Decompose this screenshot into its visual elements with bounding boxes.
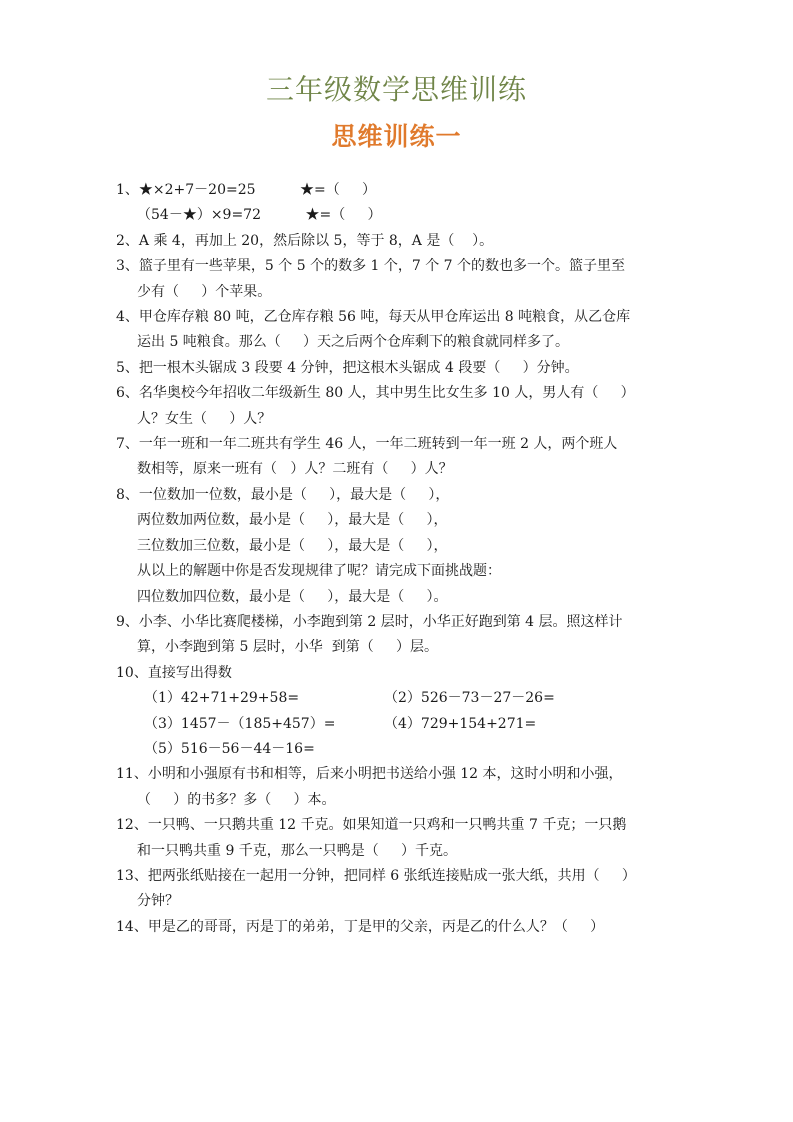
question-line: 3、篮子里有一些苹果，5 个 5 个的数多 1 个，7 个 7 个的数也多一个。篮子里至 <box>116 258 626 275</box>
question-line: 7、一年一班和一年二班共有学生 46 人，一年二班转到一年一班 2 人，两个班人 <box>116 436 618 453</box>
question-line: 算，小李跑到第 5 层时，小华 到第（ ）层。 <box>137 639 438 656</box>
question-line: 人？女生（ ）人？ <box>137 410 272 427</box>
question-list <box>116 178 686 940</box>
question-line: 8、一位数加一位数，最小是（ ），最大是（ ）， <box>116 486 450 503</box>
question-11 <box>116 762 686 813</box>
question-line: 2、A 乘 4，再加上 20，然后除以 5，等于 8，A 是（ ）。 <box>116 232 494 249</box>
question-4 <box>116 305 686 356</box>
calc-item: （2）526－73－27－26= <box>384 690 555 707</box>
question-line: 从以上的解题中你是否发现规律了呢？请完成下面挑战题： <box>137 563 501 580</box>
question-10 <box>116 661 686 763</box>
calc-grid <box>116 686 686 762</box>
question-6 <box>116 381 686 432</box>
question-line: 6、名华奥校今年招收二年级新生 80 人，其中男生比女生多 10 人，男人有（ ） <box>116 385 635 402</box>
question-line: 两位数加两位数，最小是（ ），最大是（ ）， <box>137 512 448 529</box>
question-line: 运出 5 吨粮食。那么（ ）天之后两个仓库剩下的粮食就同样多了。 <box>137 334 570 351</box>
question-5 <box>116 356 686 381</box>
question-line: 11、小明和小强原有书和相等，后来小明把书送给小强 12 本，这时小明和小强， <box>116 766 623 783</box>
calc-item: （4）729+154+271= <box>384 715 537 732</box>
question-line: 10、直接写出得数 <box>116 664 232 681</box>
calc-item: （1）42+71+29+58= <box>144 690 300 707</box>
question-9 <box>116 610 686 661</box>
section-subtitle: 思维训练一 <box>331 122 462 151</box>
question-14 <box>116 915 686 940</box>
question-12 <box>116 813 686 864</box>
question-line: 少有（ ）个苹果。 <box>137 283 272 300</box>
question-line: 12、一只鸭、一只鹅共重 12 千克。如果知道一只鸡和一只鸭共重 7 千克；一只鹅 <box>116 817 627 834</box>
question-8 <box>116 483 686 610</box>
question-line: 三位数加三位数，最小是（ ），最大是（ ）， <box>137 537 448 554</box>
question-line: 9、小李、小华比赛爬楼梯，小李跑到第 2 层时，小华正好跑到第 4 层。照这样计 <box>116 613 623 630</box>
question-line: 数相等，原来一班有（ ）人？二班有（ ）人？ <box>137 461 453 478</box>
question-13 <box>116 864 686 915</box>
question-line: 和一只鸭共重 9 千克，那么一只鸭是（ ）千克。 <box>137 842 458 859</box>
calc-item: （3）1457－（185+457）= <box>144 715 336 732</box>
question-line: （54－★）×9=72 ★=（ ） <box>137 207 382 224</box>
question-line: 1、★×2+7－20=25 ★=（ ） <box>116 182 377 198</box>
question-line: （ ）的书多？多（ ）本。 <box>137 791 336 808</box>
question-line: 14、甲是乙的哥哥，丙是丁的弟弟，丁是甲的父亲，丙是乙的什么人？（ ） <box>116 918 605 935</box>
question-1 <box>116 178 686 229</box>
question-line: 四位数加四位数，最小是（ ），最大是（ ）。 <box>137 588 448 605</box>
question-line: 5、把一根木头锯成 3 段要 4 分钟，把这根木头锯成 4 段要（ ）分钟。 <box>116 359 579 376</box>
page-title: 三年级数学思维训练 <box>265 73 527 106</box>
question-7 <box>116 432 686 483</box>
question-2 <box>116 229 686 254</box>
question-line: 13、把两张纸贴接在一起用一分钟，把同样 6 张纸连接贴成一张大纸，共用（ ） <box>116 867 636 884</box>
question-line: 4、甲仓库存粮 80 吨，乙仓库存粮 56 吨，每天从甲仓库运出 8 吨粮食，从乙仓库 <box>116 309 631 326</box>
calc-item: （5）516－56－44－16= <box>144 740 315 757</box>
question-3 <box>116 254 686 305</box>
question-line: 分钟？ <box>137 893 179 910</box>
